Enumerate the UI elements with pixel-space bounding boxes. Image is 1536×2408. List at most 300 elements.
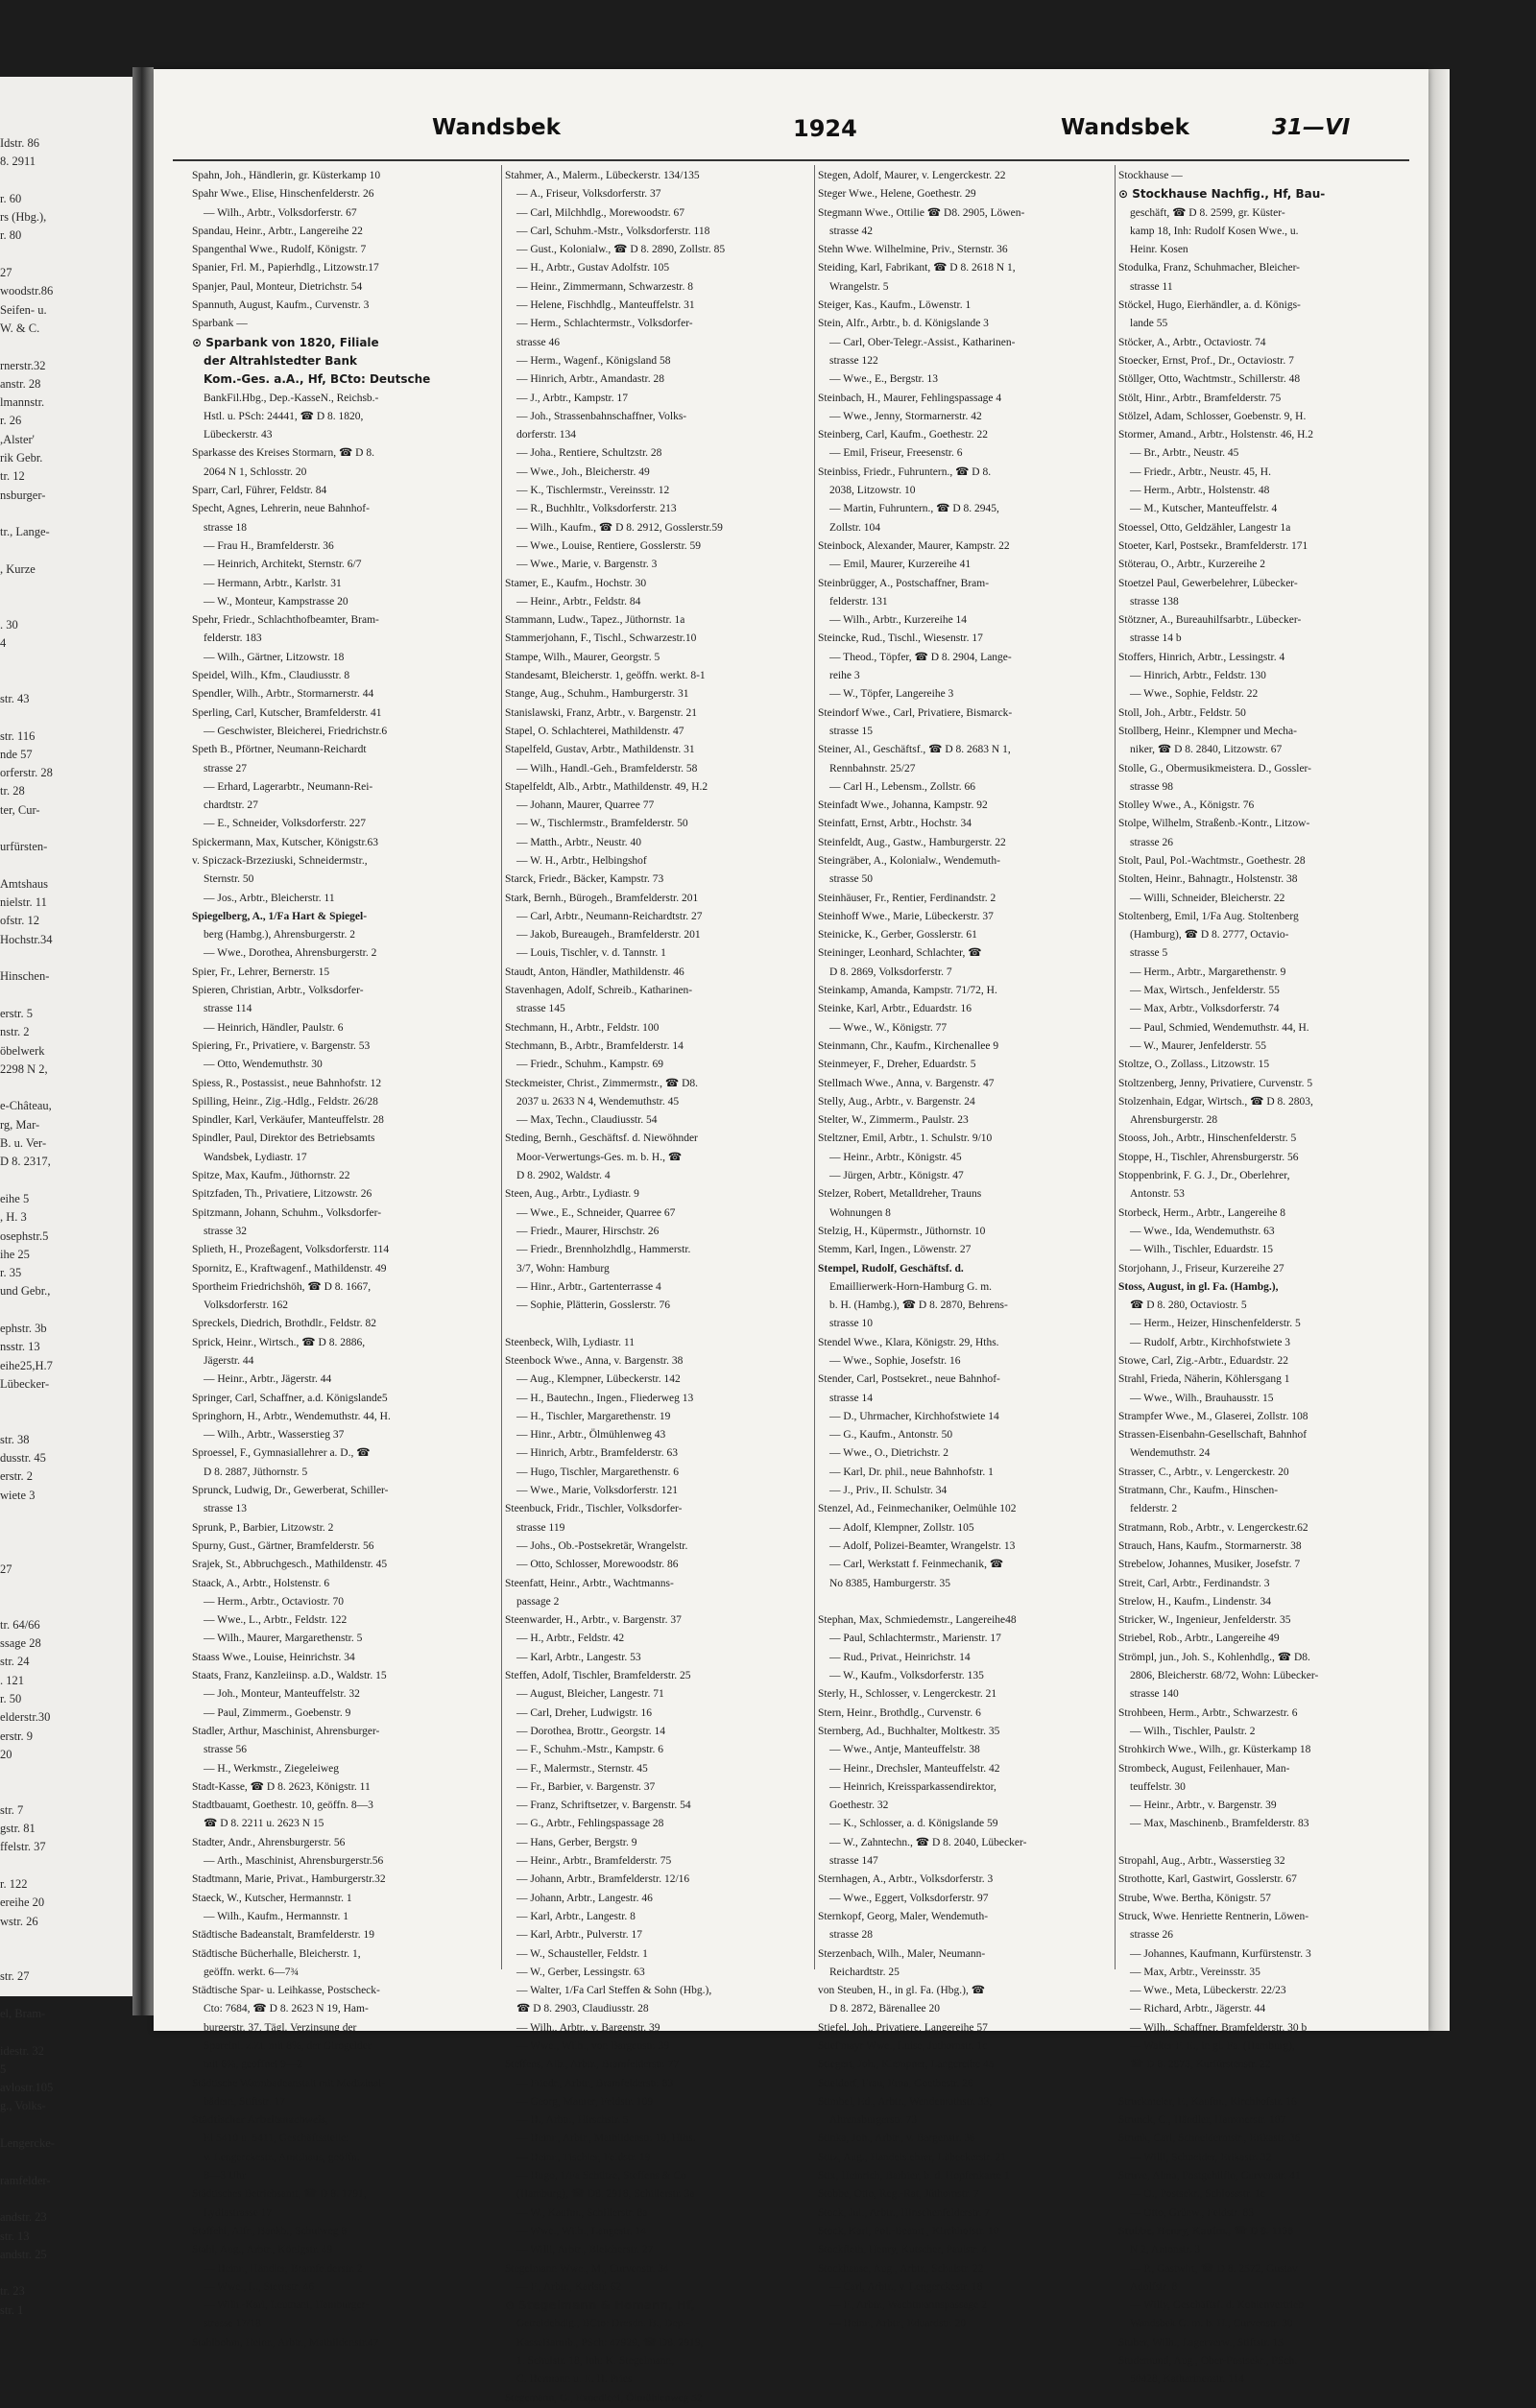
directory-entry: strasse 114 (204, 1003, 252, 1015)
directory-entry: — Willi, Schneider, Bleicherstr. 22 (1130, 892, 1285, 904)
directory-entry: Stadt-Kasse, ☎ D 8. 2623, Königstr. 11 (192, 1780, 371, 1793)
directory-entry: Stockfleth, Henry, Kutscher, Paulstr. 4 (818, 2244, 988, 2256)
left-page-line (0, 672, 132, 690)
header-rule (173, 159, 1409, 161)
directory-entry: Stark, Bernh., Bürogeh., Bramfelderstr. 201 (505, 892, 699, 904)
directory-entry: — Carl H., Lebensm., Zollstr. 66 (829, 780, 976, 793)
directory-entry: Stock, Jul., Arbtr., Hinschenfelderstr. 7 (818, 2206, 990, 2219)
directory-entry: Stellmach Wwe., Anna, v. Bargenstr. 47 (818, 1077, 995, 1089)
directory-entry: Stempel, Rudolf, Geschäftsf. d. (818, 1262, 964, 1275)
directory-entry: — Wwe., L., Arbtr., Feldstr. 122 (204, 1614, 348, 1627)
directory-entry: Städtischer Arbeitsnachweis, (192, 2114, 328, 2127)
left-page-line: eihe 5 (0, 1191, 30, 1205)
directory-entry: Stapelfeld, Gustav, Arbtr., Mathildenstr. 31 (505, 744, 695, 756)
directory-entry: Moor-Verwertungs-Ges. m. b. H., ☎ (516, 1151, 683, 1163)
directory-entry: — Wwe., Joh., Bleicherstr. 49 (516, 465, 650, 478)
left-page-line: wstr. 26 (0, 1914, 38, 1928)
directory-entry: — Herm., Schlachtermstr., Volksdorfer- (516, 318, 693, 330)
directory-entry: strasse 46 (516, 336, 561, 348)
left-page-line (0, 1505, 132, 1523)
directory-entry: Stooss, Joh., Arbtr., Hinschenfelderstr. 5 (1118, 1132, 1297, 1145)
left-page-line: rik Gebr. (0, 451, 43, 465)
directory-entry: Strohkirch Wwe., Wilh., gr. Küsterkamp 18 (1118, 1744, 1311, 1756)
directory-entry: 2037 u. 2633 N 4, Wendemuthstr. 45 (516, 1095, 680, 1108)
directory-entry: Spindler, Karl, Verkäufer, Manteuffelstr. 28 (192, 1114, 384, 1127)
left-page-line (0, 987, 132, 1005)
directory-entry: reihe 3 (829, 670, 860, 682)
left-page-line (0, 1949, 132, 1967)
directory-entry: Storjohann, J., Friseur, Kurzereihe 27 (1118, 1262, 1284, 1275)
directory-entry: — F., Arbtr., Wachtmannspassage 2 (829, 2300, 988, 2312)
directory-entry: Stobbe, Otto, Reg.-Rat, Jüthornstr. 7 (818, 2188, 979, 2201)
directory-entry: Strebelow, Johannes, Musiker, Josefstr. 7 (1118, 1559, 1301, 1571)
left-page-line (0, 1079, 132, 1097)
directory-entry: — Hans, Gerber, Bergstr. 9 (516, 1836, 637, 1848)
directory-entry: Steinberg, Carl, Kaufm., Goethestr. 22 (818, 429, 989, 441)
left-page-line: str. 24 (0, 1655, 30, 1669)
directory-entry: Spitzfaden, Th., Privatiere, Litzowstr. 26 (192, 1188, 372, 1201)
left-page-line: Hinschen- (0, 969, 50, 984)
directory-column-3 (818, 167, 1123, 2334)
directory-entry: strasse 14 (829, 1392, 874, 1404)
directory-entry: — Willy, Geschäftsf. d. Kohlenvertrieb (1130, 2300, 1304, 2312)
directory-entry: Stemm, Karl, Ingen., Löwenstr. 27 (818, 1244, 972, 1256)
directory-entry: — Wwe., W., Königstr. 77 (829, 1021, 948, 1034)
directory-entry: — Max, Techn., Claudiusstr. 54 (516, 1114, 658, 1127)
directory-entry: Stropahl, Aug., Arbtr., Wasserstieg 32 (1118, 1855, 1285, 1868)
directory-entry: — R., Buchhltr., Volksdorferstr. 213 (516, 503, 677, 515)
directory-entry: Sparr, Carl, Führer, Feldstr. 84 (192, 485, 327, 497)
directory-entry: — Wwe., Antje, Manteuffelstr. 38 (829, 1744, 980, 1756)
directory-entry: — Georg, Maurer, Feldstr. 109 (516, 2095, 654, 2108)
left-page-line (0, 2023, 132, 2041)
directory-entry: Stief'mayr Wwe., Luise, Juthornstr. 1c (818, 2039, 988, 2052)
directory-entry: Stodulka, Franz, Schuhmacher, Bleicher- (1118, 262, 1301, 274)
left-page-line: dusstr. 45 (0, 1451, 46, 1466)
left-page-line: eihe25,H.7 (0, 1358, 53, 1372)
directory-entry: strasse 119 (516, 1521, 565, 1534)
left-page-line: . 121 (0, 1673, 24, 1687)
directory-entry: der Altrahlstedter Bank (204, 353, 357, 368)
directory-entry: strasse 42 (829, 225, 874, 237)
directory-entry: ⊙ Sparbank von 1820, Filiale (192, 335, 379, 349)
left-page-line (0, 1764, 132, 1782)
directory-entry: — Karl, Arbtr., Langestr. 8 (516, 1910, 636, 1922)
directory-entry: Strassen-Eisenbahn-Gesellschaft, Bahnhof (1118, 1429, 1308, 1442)
directory-entry: 1. Schulstr. 18, Inh: K. Stegelmann, (516, 2355, 675, 2368)
directory-entry: bädern, Stiftstr. 17 (204, 2095, 285, 2108)
directory-entry: Stahlbohm, Heinr., Arbtr., Mathildenstr.47 (192, 2336, 379, 2348)
directory-entry: — Willi, Arbtr., Bleicherstr. 27 (516, 2244, 654, 2256)
left-page-fragment (0, 77, 132, 2317)
directory-entry: D 8. 2902, Waldstr. 4 (516, 1170, 611, 1182)
directory-entry: — Wwe., Marie, Volksdorferstr. 121 (516, 1485, 679, 1497)
directory-entry: strasse 145 (516, 1003, 565, 1015)
directory-entry: Reichardtstr. 25 (829, 1966, 900, 1978)
directory-entry: Steffens, Alb., Arbtr., Bramfelderstr. 77 (505, 2059, 680, 2071)
directory-entry: — Wilh., Arbtr., v. Bargenstr. 39 (516, 2021, 660, 2034)
directory-entry: Steffen, Adolf, Tischler, Bramfelderstr. 25 (505, 1670, 691, 1682)
directory-entry: Getreidehdlg., BCto: Dresdn. B., Dep.- (516, 2318, 690, 2330)
directory-entry: Stolt, Paul, Pol.-Wachtmstr., Goethestr. 28 (1118, 854, 1306, 867)
directory-entry: Steinhäuser, Fr., Rentier, Ferdinandstr. 2 (818, 892, 996, 904)
left-page-line (0, 653, 132, 671)
left-page-line (0, 708, 132, 727)
directory-entry: — Geschwister, Bleicherei, Friedrichstr.6 (204, 725, 388, 737)
directory-entry: — Wilh., Tischler, Paulstr. 2 (1130, 1725, 1256, 1737)
directory-entry: strasse 15 (829, 725, 874, 737)
directory-entry: — Carl, Werkstatt f. Feinmechanik, ☎ (829, 1559, 1004, 1571)
directory-entry: Stolle, G., Obermusikmeistera. D., Gossler- (1118, 762, 1311, 775)
directory-entry: Lübeckerstr. 43 (204, 429, 273, 441)
directory-entry: Stuber, Wilh., Lagerverw., Stiftstr. 15 (1118, 2336, 1284, 2348)
directory-entry: — Gust., Kolonialw., ☎ D 8. 2890, Zollstr. 85 (516, 244, 726, 256)
directory-entry: Spendler, Wilh., Arbtr., Stormarnerstr. 44 (192, 688, 374, 701)
directory-entry: Spitze, Max, Kaufm., Jüthornstr. 22 (192, 1170, 350, 1182)
left-page-line: gstr. 81 (0, 1822, 36, 1836)
directory-entry: — W., Töpfer, Langereihe 3 (829, 688, 954, 701)
directory-entry: — Herm., Arbtr., Holstenstr. 48 (1130, 485, 1270, 497)
left-page-line: ereihe 20 (0, 1895, 45, 1910)
directory-entry: — Wwe., Meta, Lübeckerstr. 22/23 (1130, 1985, 1286, 1997)
left-page-line: lmannstr. (0, 395, 45, 410)
directory-entry: 50428, Katharinenstr. 114 (1130, 2373, 1245, 2386)
directory-entry: — Wilh., Arbtr., Kurzereihe 14 (829, 614, 968, 627)
directory-entry: strasse 17/18 (204, 2318, 261, 2330)
directory-entry: — Heinr., Arbtr., Bramfelderstr. 75 (516, 1855, 672, 1868)
directory-entry: — Herm., Arbtr., Octaviostr. 70 (204, 1595, 344, 1608)
directory-entry: — Friedr., Brennholzhdlg., Hammerstr. (516, 1244, 691, 1256)
directory-entry: (Hamburg), ☎ D8. 2918, Schillerstr. 3a (516, 2188, 695, 2201)
directory-entry: ☎ D 8. 280, Octaviostr. 5 (1130, 1299, 1247, 1312)
left-page-line: r. 80 (0, 228, 22, 243)
directory-entry: — Hinrich, Arbtr., Feldstr. 130 (1130, 670, 1266, 682)
left-page-line (0, 1301, 132, 1320)
directory-entry: Ahrensburgerstr. 73 (829, 2114, 918, 2127)
left-page-line: tr. 28 (0, 784, 25, 799)
left-page-line: 2298 N 2, (0, 1061, 48, 1076)
directory-entry: Stelter, W., Zimmerm., Paulstr. 23 (818, 1114, 969, 1127)
left-page-line (0, 1172, 132, 1190)
directory-entry: Specht, Agnes, Lehrerin, neue Bahnhof- (192, 503, 370, 515)
directory-entry: Spandau, Heinr., Arbtr., Langereihe 22 (192, 225, 363, 237)
directory-entry: Staats, Franz, Kanzleiinsp. a.D., Waldstr. 15 (192, 1670, 387, 1682)
directory-entry: Stitz, Aug., Handelslehrer, Lübeckerstr. 21 (818, 2151, 1006, 2163)
directory-entry: Stolley Wwe., A., Königstr. 76 (1118, 799, 1255, 812)
directory-entry: Stelly, Aug., Arbtr., v. Bargenstr. 24 (818, 1095, 975, 1108)
left-page-line: 20 (0, 1747, 12, 1761)
directory-entry: Stendel Wwe., Klara, Königstr. 29, Hths. (818, 1336, 999, 1348)
directory-entry: Stenzel, Ad., Feinmechaniker, Oelmühle 102 (818, 1503, 1017, 1515)
directory-entry: — Emil, Maurer, Kurzereihe 41 (829, 559, 972, 571)
directory-entry: Sparbank — (192, 318, 248, 330)
directory-entry: Stoltenberg, Emil, 1/Fa Aug. Stoltenberg (1118, 910, 1299, 922)
directory-entry: — Franz, Schriftsetzer, v. Bargenstr. 54 (516, 1800, 691, 1812)
left-page-line: , Kurze (0, 561, 36, 576)
directory-entry: Sprunck, Ludwig, Dr., Gewerberat, Schiller- (192, 1485, 389, 1497)
left-page-line: str. 1 (0, 2302, 24, 2317)
directory-entry: Steingräber, A., Kolonialw., Wendemuth- (818, 854, 1000, 867)
directory-entry: — Wilh., Handl.-Geh., Bramfelderstr. 58 (516, 762, 698, 775)
left-page-line: r. 26 (0, 414, 22, 428)
directory-entry: — Wilh., Arbtr., Volksdorferstr. 67 (204, 206, 357, 219)
directory-entry: D 8. 2872, Bärenallee 20 (829, 2003, 940, 2015)
directory-entry: — Matth., Arbtr., Neustr. 40 (516, 836, 642, 848)
directory-entry: — Dorothea, Brottr., Georgstr. 14 (516, 1725, 666, 1737)
left-page-line (0, 1857, 132, 1875)
left-page-line: 8. 2911 (0, 155, 36, 169)
directory-entry: — Wwe., Wilh., Langestr. 14 (516, 2225, 646, 2237)
left-page-line: nsburger- (0, 488, 46, 502)
directory-entry: — Adolf, Klempner, Zollstr. 105 (829, 1521, 974, 1534)
left-page-line: r. 60 (0, 191, 22, 205)
directory-entry: — Jos., Arbtr., Bleicherstr. 11 (204, 892, 335, 904)
directory-entry: Steinmann, Chr., Kaufm., Kirchenallee 9 (818, 1039, 999, 1052)
directory-entry: chardtstr. 27 (204, 799, 258, 812)
directory-entry: Stadtmann, Marie, Privat., Hamburgerstr.32 (192, 1873, 386, 1886)
left-page-line: e-Château, (0, 1099, 52, 1113)
left-page-line: anstr. 28 (0, 376, 41, 391)
left-page-line (0, 1542, 132, 1561)
left-page-line: nsstr. 13 (0, 1340, 40, 1354)
directory-entry: Staack, A., Arbtr., Holstenstr. 6 (192, 1577, 330, 1589)
directory-entry: Starck, Friedr., Bäcker, Kampstr. 73 (505, 873, 664, 886)
directory-entry: — Emil, Friseur, Freesenstr. 6 (829, 447, 963, 460)
directory-entry: Stoecker, Ernst, Prof., Dr., Octaviostr. 7 (1118, 354, 1294, 367)
page-edge (1428, 69, 1450, 2031)
directory-entry (505, 1315, 810, 1333)
header-city-right: Wandsbek (1061, 115, 1189, 140)
directory-entry: — Hinr., Arbtr., Ölmühlenweg 43 (516, 1429, 666, 1442)
directory-entry: ☎ D 8. 2211 u. 2623 N 15 (204, 1818, 324, 1830)
directory-entry: Stavenhagen, Adolf, Schreib., Katharinen- (505, 985, 693, 997)
directory-entry: No 8385, Hamburgerstr. 35 (829, 1577, 950, 1589)
directory-entry: Steinicke, K., Gerber, Gosslerstr. 61 (818, 929, 977, 942)
directory-entry: Strauch, Hans, Kaufm., Stormarnerstr. 38 (1118, 1539, 1302, 1552)
directory-entry: Städtische Bücherhalle, Bleicherstr. 1, (192, 1947, 361, 1960)
directory-entry: — Louis, Tischler, v. d. Tannstr. 1 (516, 947, 666, 960)
left-page-line: und Gebr., (0, 1284, 51, 1299)
directory-entry: Stamer, E., Kaufm., Hochstr. 30 (505, 577, 647, 589)
directory-entry: Städtische Badeanstalt, Bramfelderstr. 19 (192, 1929, 375, 1942)
directory-entry: Stephan, Max, Schmiedemstr., Langereihe48 (818, 1614, 1017, 1627)
directory-entry: Staeck, W., Kutscher, Hermannstr. 1 (192, 1892, 352, 1904)
directory-entry: Stieldorf, Frau, Erna, Goethestr. 26 (818, 2077, 973, 2089)
directory-entry: — H., Werkmstr., Ziegeleiweg (204, 1762, 339, 1775)
directory-entry: Stahmer, A., Malerm., Lübeckerstr. 134/135 (505, 170, 700, 181)
directory-entry: Striebel, Rob., Arbtr., Langereihe 49 (1118, 1633, 1280, 1645)
directory-entry: — Carl, Milchhdlg., Morewoodstr. 67 (516, 206, 685, 219)
directory-entry: niker, ☎ D 8. 2840, Litzowstr. 67 (1130, 744, 1283, 756)
directory-entry: v. Lengerckestr., Amtshaus, geöffn. (204, 2151, 360, 2163)
directory-entry: — Heinrich, Architekt, Sternstr. 6/7 (204, 559, 362, 571)
left-page-line: erstr. 2 (0, 1469, 34, 1484)
directory-entry: — Fr., Barbier, v. Bargenstr. 37 (516, 1780, 656, 1793)
directory-entry: — Karl, Arbtr., Pulverstr. 17 (516, 1929, 642, 1942)
directory-entry: Wandsbek G. m. b. H., Curvenstr. 30 (1130, 2318, 1293, 2330)
directory-entry: Stein, Alfr., Arbtr., b. d. Königslande 3 (818, 318, 989, 330)
directory-entry: Städtische Warmbadeanstalt mit Medizinal- (192, 2077, 386, 2089)
directory-entry: — Aug., Klempner, Lübeckerstr. 142 (516, 1373, 681, 1386)
directory-entry: Steiner, Al., Geschäftsf., ☎ D 8. 2683 N 1, (818, 744, 1011, 756)
directory-entry: — Otto, Schlosser, Morewoodstr. 86 (516, 1559, 679, 1571)
directory-entry: — Richard, Arbtr., Jägerstr. 44 (1130, 2003, 1266, 2015)
directory-entry: — Max, Arbtr., Volksdorferstr. 74 (1130, 1003, 1280, 1015)
left-page-line: avlostr.105 (0, 2081, 54, 2095)
directory-entry: 2038, Litzowstr. 10 (829, 485, 916, 497)
directory-entry: Spahn, Joh., Händlerin, gr. Küsterkamp 10 (192, 170, 381, 181)
directory-entry: Spiess, R., Postassist., neue Bahnhofstr. 12 (192, 1077, 382, 1089)
directory-entry: Steinfatt, Ernst, Arbtr., Hochstr. 34 (818, 818, 972, 830)
directory-entry: — Wilh., Kaufm., ☎ D 8. 2912, Gosslerstr.59 (516, 521, 723, 534)
directory-entry: Hstl. u. PSch: 24441, ☎ D 8. 1820, (204, 410, 364, 422)
directory-entry: Steindorf Wwe., Carl, Privatiere, Bismarck- (818, 706, 1013, 719)
directory-entry: felderstr. 2 (1130, 1503, 1178, 1515)
directory-entry: Wandsbek, Lydiastr. 17 (204, 1151, 307, 1163)
directory-entry: Strothotte, Karl, Gastwirt, Gosslerstr. 67 (1118, 1873, 1297, 1886)
directory-entry (1118, 2075, 1424, 2093)
directory-entry: Stolzenhain, Edgar, Wirtsch., ☎ D 8. 2803, (1118, 1095, 1313, 1108)
directory-entry: — M., Kutscher, Manteuffelstr. 4 (1130, 503, 1278, 515)
directory-entry: — G., Kaufm., Antonstr. 50 (829, 1429, 953, 1442)
directory-entry: — O., Postsekr., Schlossstr. 1c (1130, 2188, 1265, 2201)
left-page-line: ofstr. 12 (0, 914, 39, 928)
directory-entry: — Karl, Dr. phil., neue Bahnhofstr. 1 (829, 1466, 994, 1478)
directory-entry: geöffn. werkt. 6—7¾ (204, 1966, 300, 1978)
directory-entry: Spindler, Paul, Direktor des Betriebsamts (192, 1132, 375, 1145)
directory-entry: — August, Bleicher, Langestr. 71 (516, 1688, 664, 1701)
directory-entry: Steltzner, Emil, Arbtr., 1. Schulstr. 9/10 (818, 1132, 993, 1145)
directory-entry: Strunck, C., Händler, Hammerstr. 107 (1118, 2114, 1286, 2127)
directory-entry: — F., Schuhm.-Mstr., Kampstr. 6 (516, 1744, 664, 1756)
directory-entry: Srajek, St., Abbruchgesch., Mathildenstr. 45 (192, 1559, 388, 1571)
directory-entry: strasse 27 (204, 762, 248, 775)
directory-entry: Steinke, Karl, Arbtr., Eduardstr. 16 (818, 1003, 972, 1015)
directory-entry: — W., Tischlermstr., Bramfelderstr. 50 (516, 818, 688, 830)
directory-entry: — H., Tischler, Margarethenstr. 19 (516, 1410, 671, 1422)
left-page-line: D 8. 2317, (0, 1155, 51, 1169)
directory-entry: Stix, Heinrich, Barbier, b. d. Hopfenkarre 1 (818, 2170, 1010, 2182)
left-page-line: tr. 64/66 (0, 1617, 40, 1632)
directory-entry: — Wilh., Arbtr., Wasserstieg 37 (204, 1429, 345, 1442)
left-page-line: Amtshaus (0, 876, 48, 891)
left-page-line: orferstr. 28 (0, 766, 53, 780)
directory-entry: — Carl, Arbtr., v. Lengerckestr. 18 (829, 2280, 983, 2293)
header-year: 1924 (793, 115, 857, 142)
directory-entry: Speth B., Pförtner, Neumann-Reichardt (192, 744, 367, 756)
directory-entry: — Heinr., Tischler, Feldstr. 19 (516, 2151, 651, 2163)
directory-entry: — H., Arbtr., Feldstr. 42 (516, 1633, 625, 1645)
left-page-line: urfürsten- (0, 840, 48, 854)
directory-entry: Steen, Aug., Arbtr., Lydiastr. 9 (505, 1188, 639, 1201)
directory-entry: Speidel, Wilh., Kfm., Claudiusstr. 8 (192, 670, 350, 682)
directory-entry: — Hinrich, Arbtr., Bramfelderstr. 63 (516, 1447, 678, 1460)
directory-entry: — Hinrich, Arbtr., Amandastr. 28 (516, 373, 664, 386)
left-page-line: nstr. 2 (0, 1025, 30, 1039)
directory-entry: — Herm., Heizer, Hinschenfelderstr. 5 (1130, 1318, 1301, 1330)
directory-entry: Wohnungen 8 (829, 1206, 891, 1219)
directory-entry: Spreckels, Diedrich, Brothdlr., Feldstr. 82 (192, 1318, 376, 1330)
directory-entry: mit 6%, geöffnet 9—2 (204, 2059, 303, 2071)
directory-entry: dorferstr. 134 (516, 429, 576, 441)
directory-entry: — K., Schlosser, a. d. Königslande 59 (829, 1818, 998, 1830)
directory-entry: Cto: 7684, ☎ D 8. 2623 N 19, Ham- (204, 2003, 369, 2015)
directory-entry: Zollstr. 104 (829, 521, 881, 534)
directory-entry: 2806, Bleicherstr. 68/72, Wohn: Lübecker- (1130, 1670, 1319, 1682)
directory-entry: kamp 18, Inh: Rudolf Kosen Wwe., u. (1130, 225, 1299, 237)
directory-entry: Adolfstr. 8 (1130, 2280, 1178, 2293)
directory-entry: Steding, Bernh., Geschäftsf. d. Niewöhnder (505, 1132, 698, 1145)
directory-entry: Steinmeyer, F., Dreher, Eduardstr. 5 (818, 1059, 976, 1071)
directory-entry: passage 2 (516, 1595, 560, 1608)
directory-entry: — Friedr., Arbtr., Bramfelderstr. 83 (516, 2077, 674, 2089)
left-page-line: Seifen- u. (0, 302, 47, 317)
directory-entry: Stoppe, H., Tischler, Ahrensburgerstr. 56 (1118, 1151, 1299, 1163)
directory-entry: Sperling, Carl, Kutscher, Bramfelderstr. 41 (192, 706, 382, 719)
directory-entry: — Erhard, Lagerarbtr., Neumann-Rei- (204, 780, 373, 793)
directory-entry: — Theod., Töpfer, ☎ D 8. 2904, Lange- (829, 651, 1012, 663)
directory-entry: strasse 5 (1130, 947, 1168, 960)
left-page-line: Hochstr.34 (0, 932, 53, 946)
directory-entry: strasse 32 (204, 1225, 248, 1237)
left-page-line (0, 542, 132, 560)
directory-entry (1118, 1834, 1424, 1852)
directory-entry: — Heinr., Arbtr., Jägerstr. 44 (204, 1373, 332, 1386)
directory-entry: Sterzenbach, Wilh., Maler, Neumann- (818, 1947, 986, 1960)
directory-entry (818, 1593, 1123, 1611)
directory-entry: Strömpl, jun., Joh. S., Kohlenhdlg., ☎ D8. (1118, 1651, 1310, 1663)
directory-entry: Kom.-Ges. a.A., Hf, BCto: Deutsche (204, 372, 431, 387)
directory-entry: Stegemann, G., Expedient, Ölmühlenweg 52 (505, 2392, 703, 2404)
directory-entry: Steenbuck, Fridr., Tischler, Volksdorfer- (505, 1503, 683, 1515)
directory-entry: — Wwe., Dorothea, Ahrensburgerstr. 2 (204, 947, 377, 960)
directory-entry: — W. H., Arbtr., Helbingshof (516, 854, 647, 867)
directory-entry: — Wwe., O., Dietrichstr. 2 (829, 1447, 949, 1460)
directory-entry: — D., Uhrmacher, Kirchhofstwiete 14 (829, 1410, 999, 1422)
left-page-line (0, 1987, 132, 2005)
directory-entry: — F., Malermstr., Sternstr. 45 (516, 1762, 648, 1775)
directory-entry: Steiger, Kas., Kaufm., Löwenstr. 1 (818, 299, 972, 312)
left-page-line: str. 13 (0, 2229, 30, 2243)
directory-entry: — Wilh., Tischler, Eduardstr. 15 (1130, 1244, 1274, 1256)
left-page-line: ter, Cur- (0, 802, 40, 817)
directory-entry: Steinfeldt, Aug., Gastw., Hamburgerstr. 22 (818, 836, 1006, 848)
directory-entry: Strohbeen, Herm., Arbtr., Schwarzestr. 6 (1118, 1706, 1298, 1719)
directory-entry: — Wilh., Kaufm., Hermannstr. 1 (204, 1910, 349, 1922)
directory-entry: Stratmann, Rob., Arbtr., v. Lengerckestr.62 (1118, 1521, 1308, 1534)
directory-entry: Stoltzenberg, Jenny, Privatiere, Curvenstr. 5 (1118, 1077, 1313, 1089)
left-page-line: ihe 25 (0, 1247, 30, 1261)
column-divider (501, 165, 502, 1969)
left-page-line (0, 1412, 132, 1430)
left-page-line: str. 27 (0, 1969, 30, 1984)
directory-entry: Springhorn, H., Arbtr., Wendemuthstr. 44, H. (192, 1410, 391, 1422)
directory-entry: — Friedr., Arbtr., Neustr. 45, H. (1130, 465, 1271, 478)
directory-entry: Stoessel, Otto, Geldzähler, Langestr 1a (1118, 521, 1291, 534)
directory-entry: Spilling, Heinr., Zig.-Hdlg., Feldstr. 26/28 (192, 1095, 378, 1108)
directory-entry: Stubbe, Henry, Kaufm., ☎ D 8. 1138 (1118, 2225, 1294, 2237)
directory-entry: strasse 26 (1130, 1929, 1174, 1942)
directory-entry: — Otto, Wendemuthstr. 30 (204, 1059, 323, 1071)
directory-entry: — H., Bautechn., Ingen., Fliederweg 13 (516, 1392, 694, 1404)
directory-entry: Spieren, Christian, Arbtr., Volksdorfer- (192, 985, 364, 997)
left-page-line (0, 597, 132, 615)
directory-entry: Steinhoff Wwe., Marie, Lübeckerstr. 37 (818, 910, 994, 922)
directory-entry: — P., Gastwirt, ☎ D 8. 2572, Gustav (1130, 2262, 1298, 2275)
directory-entry: Staass Wwe., Louise, Heinrichstr. 34 (192, 1651, 355, 1663)
header-page-number: 31—VI (1272, 115, 1351, 140)
directory-entry: lande 55 (1130, 318, 1168, 330)
